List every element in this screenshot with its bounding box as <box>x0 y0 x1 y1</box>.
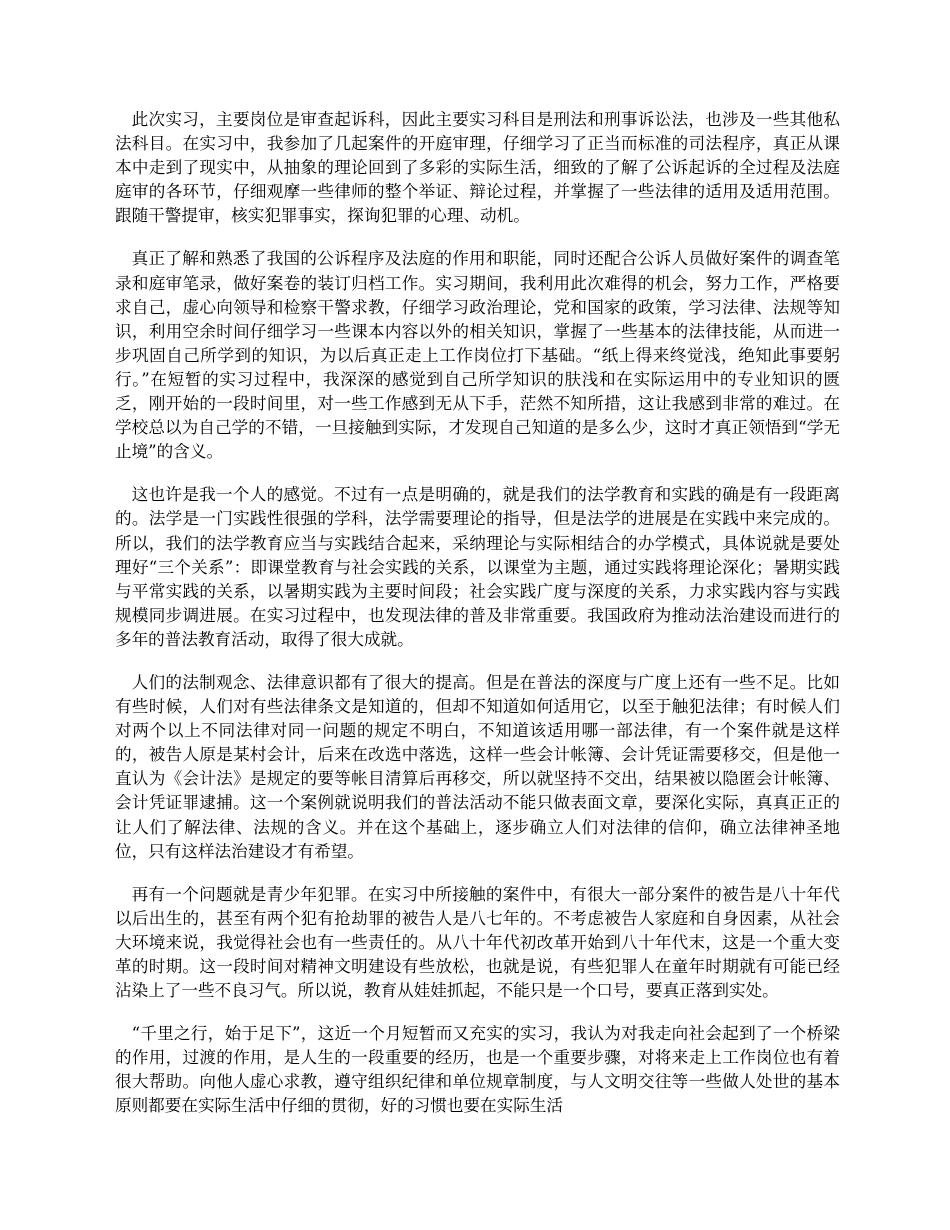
paragraph-5: 再有一个问题就是青少年犯罪。在实习中所接触的案件中，有很大一部分案件的被告是八十年代以后出生的，甚至有两个犯有抢劫罪的被告人是八七年的。不考虑被告人家庭和自身因素，从社会大环境来说，我觉得社会也有一些责任的。从八十年代初改革开始到八十年代末，这是一个重大变革的时期。这一段时间对精神文明建设有些放松，也就是说，有些犯罪人在童年时期就有可能已经沾染上了一些不良习气。所以说，教育从娃娃抓起，不能只是一个口号，要真正落到实处。 <box>115 884 840 1001</box>
paragraph-6: “千里之行，始于足下”，这近一个月短暂而又充实的实习，我认为对我走向社会起到了一个桥梁的作用，过渡的作用，是人生的一段重要的经历，也是一个重要步骤，对将来走上工作岗位也有着很大帮助。向他人虚心求教，遵守组织纪律和单位规章制度，与人文明交往等一些做人处世的基本原则都要在实际生活中仔细的贯彻，好的习惯也要在实际生活 <box>115 1024 840 1116</box>
paragraph-2: 真正了解和熟悉了我国的公诉程序及法庭的作用和职能，同时还配合公诉人员做好案件的调查笔录和庭审笔录，做好案卷的装订归档工作。实习期间，我利用此次难得的机会，努力工作，严格要求自己，虚心向领导和检察干警求教，仔细学习政治理论，党和国家的政策，学习法律、法规等知识，利用空余时间仔细学习一些课本内容以外的相关知识，掌握了一些基本的法律技能，从而进一步巩固自己所学到的知识，为以后真正走上工作岗位打下基础。“纸上得来终觉浅，绝知此事要躬行。”在短暂的实习过程中，我深深的感觉到自己所学知识的肤浅和在实际运用中的专业知识的匮乏，刚开始的一段时间里，对一些工作感到无从下手，茫然不知所措，这让我感到非常的难过。在学校总以为自己学的不错，一旦接触到实际，才发现自己知道的是多么少，这时才真正领悟到“学无止境”的含义。 <box>115 249 840 462</box>
paragraph-1: 此次实习，主要岗位是审查起诉科，因此主要实习科目是刑法和刑事诉讼法，也涉及一些其他私法科目。在实习中，我参加了几起案件的开庭审理，仔细学习了正当而标准的司法程序，真正从课本中走到了现实中，从抽象的理论回到了多彩的实际生活，细致的了解了公诉起诉的全过程及法庭庭审的各环节，仔细观摩一些律师的整个举证、辩论过程，并掌握了一些法律的适用及适用范围。跟随干警提审，核实犯罪事实，探询犯罪的心理、动机。 <box>115 110 840 226</box>
paragraph-3: 这也许是我一个人的感觉。不过有一点是明确的，就是我们的法学教育和实践的确是有一段距离的。法学是一门实践性很强的学科，法学需要理论的指导，但是法学的进展是在实践中来完成的。所以，我们的法学教育应当与实践结合起来，采纳理论与实际相结合的办学模式，具体说就是要处理好“三个关系”：即课堂教育与社会实践的关系，以课堂为主题，通过实践将理论深化；暑期实践与平常实践的关系，以暑期实践为主要时间段；社会实践广度与深度的关系，力求实践内容与实践规模同步调进展。在实习过程中，也发现法律的普及非常重要。我国政府为推动法治建设而进行的多年的普法教育活动，取得了很大成就。 <box>115 485 840 649</box>
document-body <box>115 108 840 1138</box>
paragraph-4: 人们的法制观念、法律意识都有了很大的提高。但是在普法的深度与广度上还有一些不足。比如有些时候，人们对有些法律条文是知道的，但却不知道如何适用它，以至于触犯法律；有时候人们对两个以上不同法律对同一问题的规定不明白，不知道该适用哪一部法律，有一个案件就是这样的，被告人原是某村会计，后来在改选中落选，这样一些会计帐簿、会计凭证需要移交，但是他一直认为《会计法》是规定的要等帐目清算后再移交，所以就坚持不交出，结果被以隐匿会计帐簿、会计凭证罪逮捕。这一个案例就说明我们的普法活动不能只做表面文章，要深化实际，真真正正的让人们了解法律、法规的含义。并在这个基础上，逐步确立人们对法律的信仰，确立法律神圣地位，只有这样法治建设才有希望。 <box>115 672 840 861</box>
